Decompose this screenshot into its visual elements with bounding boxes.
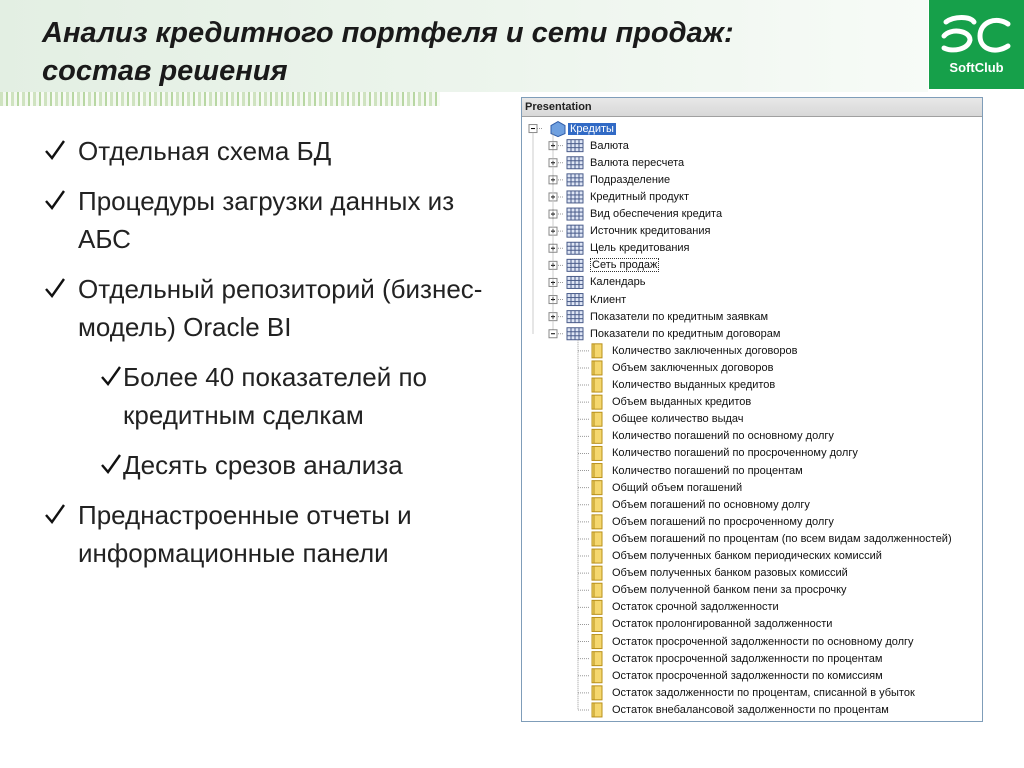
column-icon xyxy=(592,686,602,700)
column-icon xyxy=(592,378,602,392)
tree-node-label: Объем полученных банком разовых комиссий xyxy=(612,567,848,580)
tree-node-table[interactable] xyxy=(590,206,722,222)
checkmark-icon xyxy=(44,503,66,525)
tree-node-label: Остаток просроченной задолженности по процентам xyxy=(612,652,883,665)
tree-node-column[interactable] xyxy=(612,497,810,513)
column-icon xyxy=(592,361,602,375)
tree-node-column[interactable] xyxy=(612,668,883,684)
tree-node-column[interactable] xyxy=(612,514,834,530)
bullet-text: Отдельная схема БД xyxy=(78,136,332,166)
column-icon xyxy=(592,600,602,614)
column-icon xyxy=(592,617,602,631)
tree-node-column[interactable] xyxy=(612,428,834,444)
tree-node-column[interactable] xyxy=(612,480,742,496)
column-icon xyxy=(592,635,602,649)
tree-node-label: Количество заключенных договоров xyxy=(612,344,798,357)
tree-node-label: Остаток просроченной задолженности по комиссиям xyxy=(612,669,883,682)
tree-node-label: Подразделение xyxy=(590,173,671,186)
tree-node-label: Остаток просроченной задолженности по основному долгу xyxy=(612,635,914,648)
title-stripe xyxy=(0,92,440,106)
tree-node-label: Количество погашений по основному долгу xyxy=(612,430,834,443)
tree-node-table[interactable] xyxy=(590,274,646,290)
tree-node-root[interactable] xyxy=(568,121,616,137)
tree-node-column[interactable] xyxy=(612,445,858,461)
tree-node-column[interactable] xyxy=(612,360,773,376)
bullet-text: Отдельный репозиторий (бизнес-модель) Oracle BI xyxy=(78,274,483,342)
column-icon xyxy=(592,498,602,512)
tree-node-label: Общий объем погашений xyxy=(612,481,743,494)
panel-header: Presentation xyxy=(522,98,982,117)
tree-node-table[interactable] xyxy=(590,292,626,308)
tree-node-label: Сеть продаж xyxy=(592,259,658,272)
column-icon xyxy=(592,532,602,546)
tree-node-label: Объем полученных банком периодических комиссий xyxy=(612,550,882,563)
tree-node-label: Валюта пересчета xyxy=(590,156,685,169)
tree-node-label: Объем полученной банком пени за просрочку xyxy=(612,584,847,597)
tree-node-table[interactable] xyxy=(590,189,689,205)
tree-node-label: Показатели по кредитным заявкам xyxy=(590,310,769,323)
tree-node-label: Количество погашений по просроченному долгу xyxy=(612,447,858,460)
tree-node-table[interactable] xyxy=(590,240,690,256)
table-icon xyxy=(567,328,583,340)
title-line: Анализ кредитного портфеля и сети продаж: xyxy=(42,17,734,49)
tree-node-label: Объем погашений по просроченному долгу xyxy=(612,515,834,528)
slide-title xyxy=(42,14,734,90)
column-icon xyxy=(592,515,602,529)
tree-node-column[interactable] xyxy=(612,548,882,564)
column-icon xyxy=(592,464,602,478)
tree-node-column[interactable] xyxy=(612,582,847,598)
table-icon xyxy=(567,157,583,169)
checkmark-icon xyxy=(100,365,122,387)
table-icon xyxy=(567,174,583,186)
tree-node-table[interactable] xyxy=(590,257,659,273)
tree-node-label: Количество погашений по процентам xyxy=(612,464,803,477)
column-icon xyxy=(592,669,602,683)
tree-node-label: Источник кредитования xyxy=(590,225,711,238)
presentation-tree-panel[interactable] xyxy=(521,97,983,722)
tree-node-column[interactable] xyxy=(612,599,779,615)
tree-node-label: Объем заключенных договоров xyxy=(612,361,774,374)
tree-node-column[interactable] xyxy=(612,616,832,632)
tree-node-column[interactable] xyxy=(612,685,915,701)
tree-node-column[interactable] xyxy=(612,634,914,650)
column-icon xyxy=(592,583,602,597)
tree-node-label: Кредиты xyxy=(570,122,614,135)
column-icon xyxy=(592,481,602,495)
bullet-item xyxy=(44,182,514,258)
tree-node-label: Объем погашений по основному долгу xyxy=(612,498,810,511)
title-line: состав решения xyxy=(42,55,288,87)
tree-node-column[interactable] xyxy=(612,377,775,393)
table-icon xyxy=(567,191,583,203)
column-icon xyxy=(592,446,602,460)
bullet-text: Преднастроенные отчеты и информационные панели xyxy=(78,500,412,568)
column-icon xyxy=(592,549,602,563)
tree-node-column[interactable] xyxy=(612,411,744,427)
tree-node-table[interactable] xyxy=(590,155,684,171)
tree-node-column[interactable] xyxy=(612,565,848,581)
softclub-logo xyxy=(929,0,1024,89)
column-icon xyxy=(592,429,602,443)
column-icon xyxy=(592,703,602,717)
tree-node-label: Вид обеспечения кредита xyxy=(590,208,723,221)
tree-node-column[interactable] xyxy=(612,394,751,410)
sc-logo-icon xyxy=(940,14,1014,58)
collapse-toggle[interactable] xyxy=(529,125,537,133)
tree-node-label: Объем выданных кредитов xyxy=(612,396,752,409)
bullet-list xyxy=(44,132,514,584)
tree-node-label: Общее количество выдач xyxy=(612,413,744,426)
tree-node-table[interactable] xyxy=(590,172,670,188)
table-icon xyxy=(567,208,583,220)
tree-node-table[interactable] xyxy=(590,326,780,342)
bullet-text: Десять срезов анализа xyxy=(123,450,403,480)
tree-node-column[interactable] xyxy=(612,463,803,479)
table-icon xyxy=(567,225,583,237)
tree-node-label: Объем погашений по процентам (по всем видам задолженностей) xyxy=(612,532,952,545)
collapse-toggle[interactable] xyxy=(549,330,557,338)
checkmark-icon xyxy=(100,453,122,475)
tree-node-table[interactable] xyxy=(590,309,768,325)
tree-node-column[interactable] xyxy=(612,702,889,718)
bullet-text: Более 40 показателей по кредитным сделкам xyxy=(123,362,428,430)
bullet-item xyxy=(44,496,514,572)
tree-node-label: Валюта xyxy=(590,139,629,152)
tree-node-label: Остаток срочной задолженности xyxy=(612,601,779,614)
tree-node-table[interactable] xyxy=(590,138,629,154)
table-icon xyxy=(567,242,583,254)
tree-node-label: Календарь xyxy=(590,276,646,289)
column-icon xyxy=(592,566,602,580)
bullet-text: Процедуры загрузки данных из АБС xyxy=(78,186,455,254)
tree-node-label: Показатели по кредитным договорам xyxy=(590,327,781,340)
bullet-item xyxy=(44,446,514,484)
bullet-item xyxy=(44,358,514,434)
checkmark-icon xyxy=(44,189,66,211)
column-icon xyxy=(592,395,602,409)
tree-node-label: Клиент xyxy=(590,293,627,306)
logo-text: SoftClub xyxy=(949,60,1004,75)
table-icon xyxy=(567,311,583,323)
tree-node-column[interactable] xyxy=(612,343,797,359)
checkmark-icon xyxy=(44,277,66,299)
tree-node-label: Остаток внебалансовой задолженности по процентам xyxy=(612,703,889,716)
tree-node-label: Остаток задолженности по процентам, списанной в убыток xyxy=(612,686,915,699)
column-icon xyxy=(592,344,602,358)
tree-node-label: Количество выданных кредитов xyxy=(612,379,776,392)
tree-node-label: Цель кредитования xyxy=(590,242,690,255)
tree-node-table[interactable] xyxy=(590,223,710,239)
tree-node-label: Кредитный продукт xyxy=(590,190,690,203)
bullet-item xyxy=(44,132,514,170)
tree-node-column[interactable] xyxy=(612,531,952,547)
column-icon xyxy=(592,652,602,666)
tree-node-column[interactable] xyxy=(612,651,882,667)
table-icon xyxy=(567,294,583,306)
checkmark-icon xyxy=(44,139,66,161)
table-icon xyxy=(567,140,583,152)
table-icon xyxy=(567,259,583,271)
cube-icon xyxy=(551,122,565,137)
table-icon xyxy=(567,276,583,288)
column-icon xyxy=(592,412,602,426)
bullet-item xyxy=(44,270,514,346)
tree-node-label: Остаток пролонгированной задолженности xyxy=(612,618,833,631)
